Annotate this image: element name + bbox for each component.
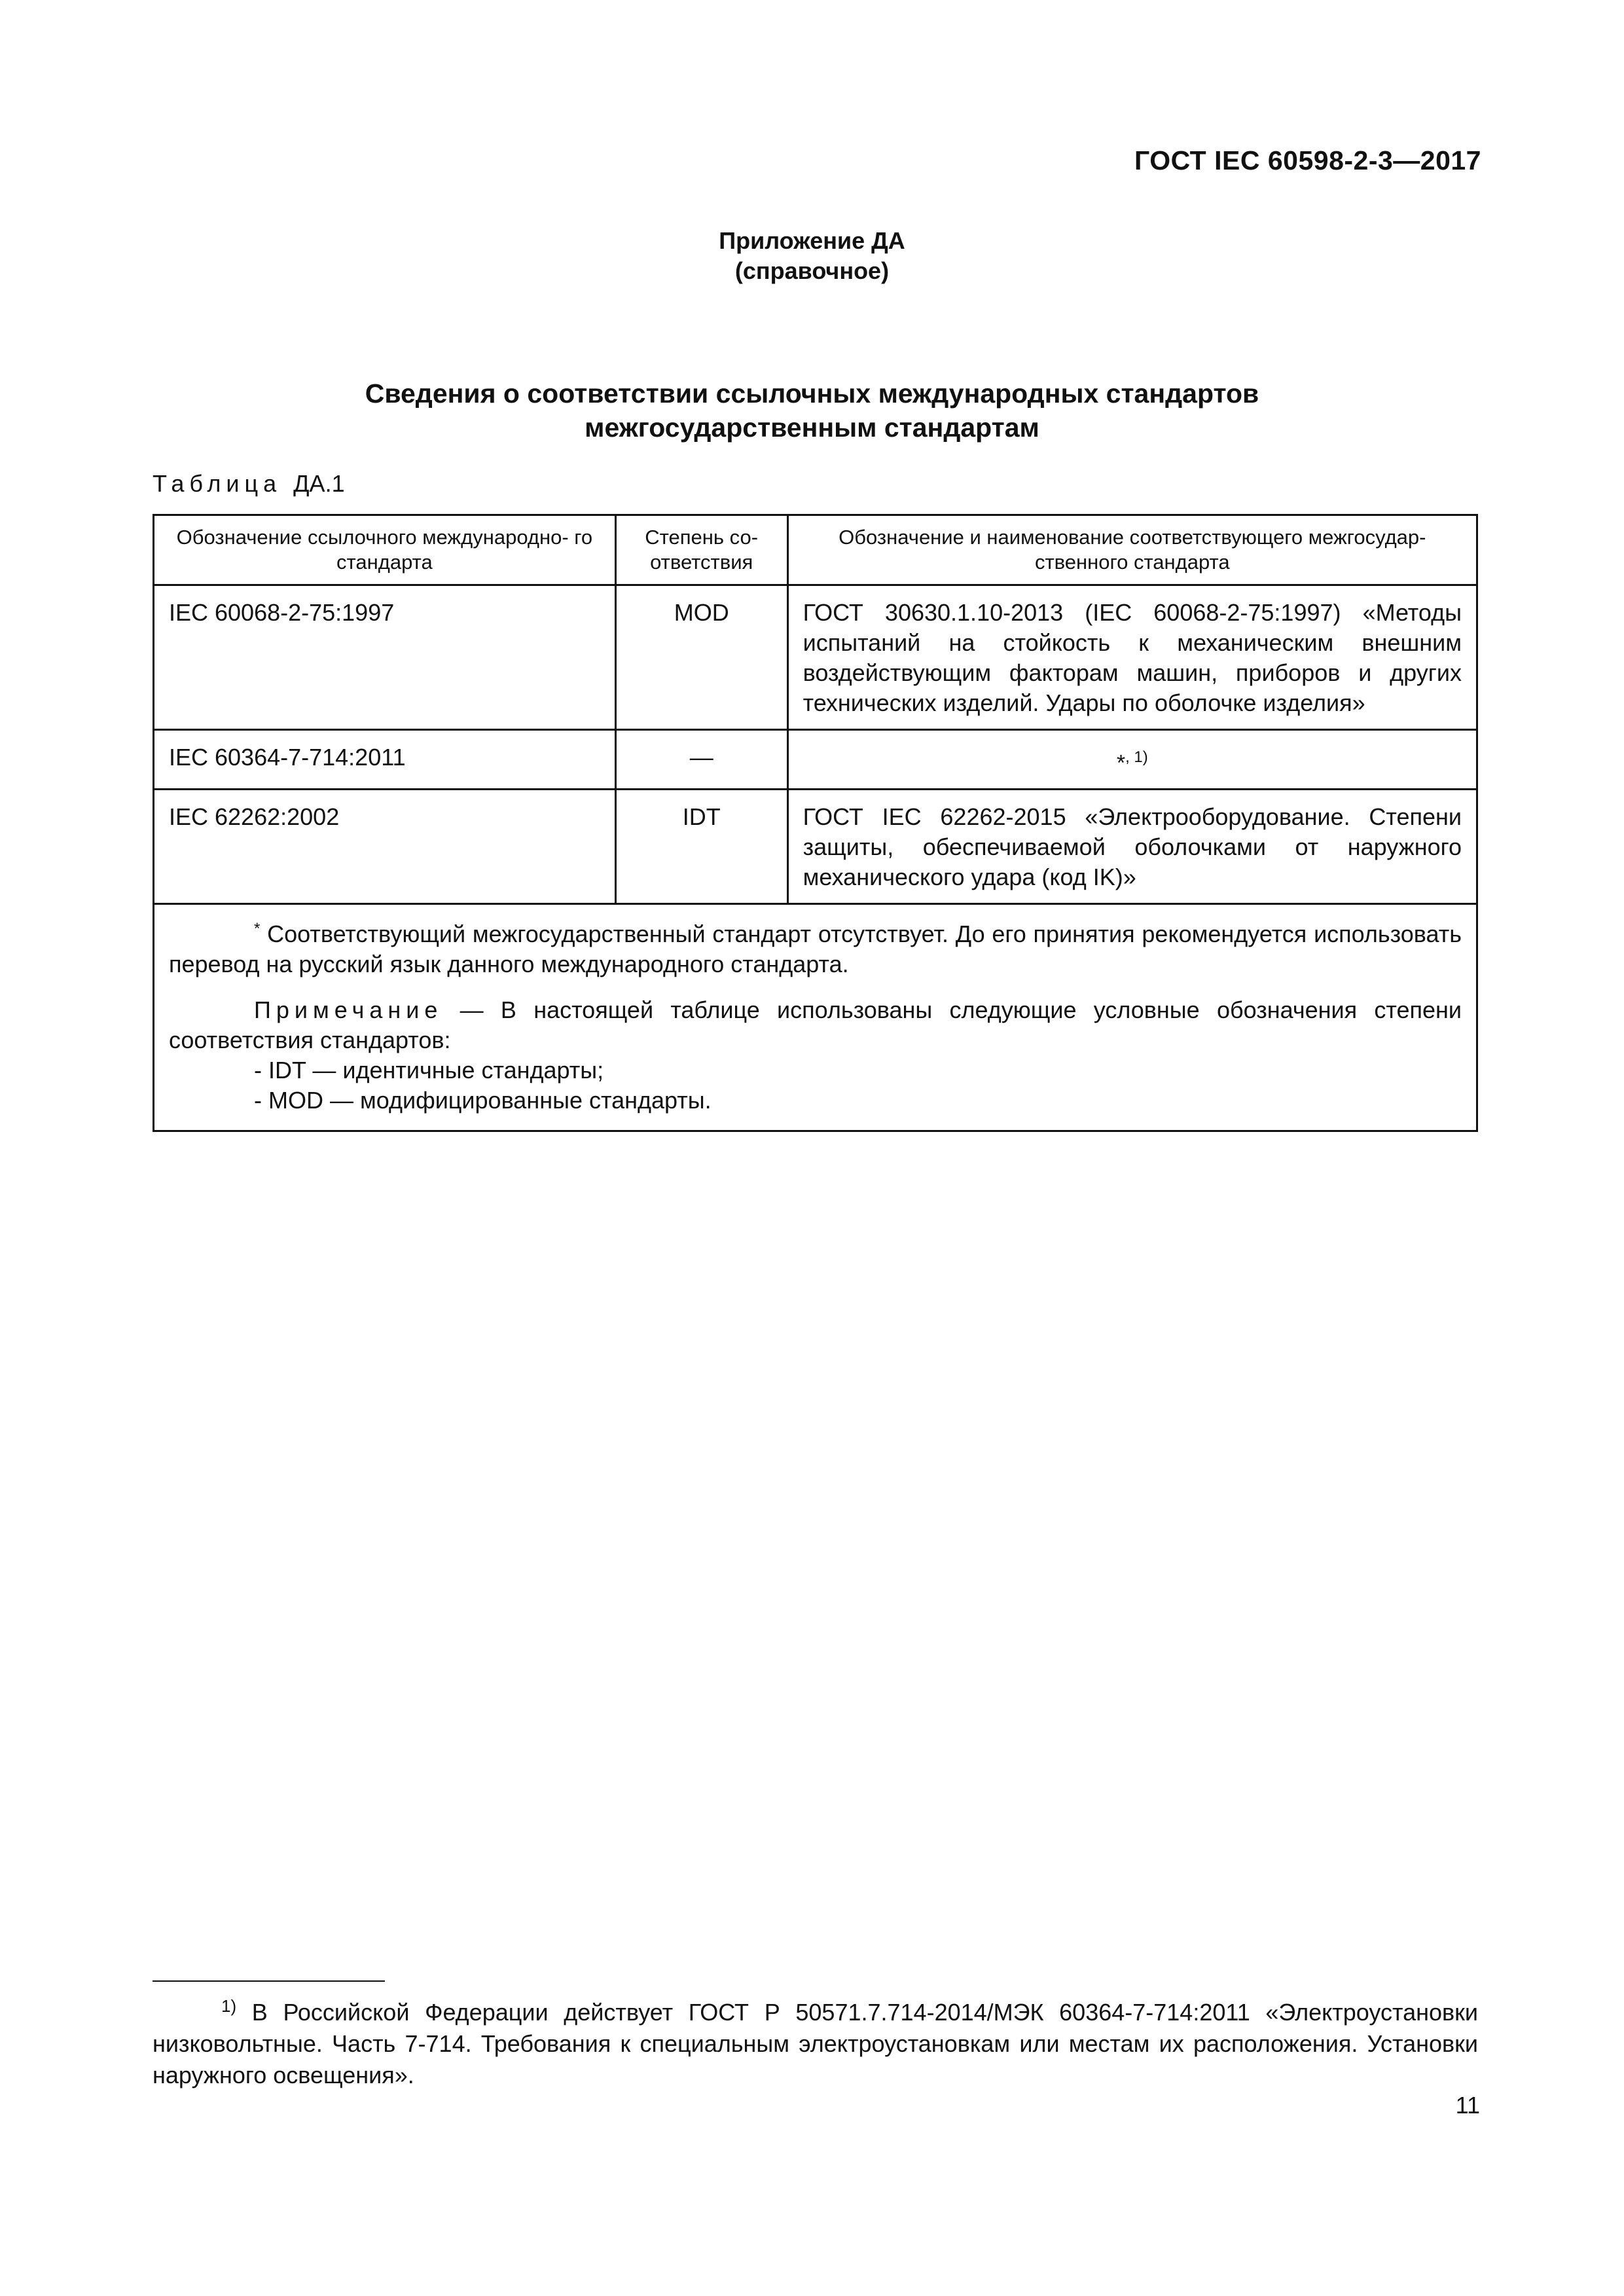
page-number: 11: [1455, 2092, 1480, 2119]
cell-intl-standard: IEC 60068-2-75:1997: [154, 585, 616, 730]
footnote-separator: [153, 1980, 385, 1982]
column-header-interstate: Обозначение и наименование соответствующего межгосудар- ственного стандарта: [787, 515, 1477, 585]
star-explanation-mark: *: [254, 920, 261, 938]
note-list-item: - MOD — модифицированные стандарты.: [254, 1087, 712, 1114]
cell-intl-standard: IEC 62262:2002: [154, 790, 616, 904]
table-caption-number: ДА.1: [293, 470, 345, 497]
correspondence-table: [153, 514, 1478, 1132]
table-notes: [154, 904, 1477, 1131]
standard-code-header: ГОСТ IEC 60598-2-3—2017: [1134, 145, 1481, 175]
note-paragraph: [169, 995, 1462, 1055]
footnote-text: В Российской Федерации действует ГОСТ Р 50571.7.714-2014/МЭК 60364-7-714:2011 «Электроустановки низковольтные. Часть 7-714. Требования к специальным электроустановкам или местам их расположения. Установки наружного освещения».: [153, 1999, 1478, 2088]
cell-interstate-standard: [787, 730, 1477, 790]
table-notes-row: [154, 904, 1477, 1131]
star-mark: *: [1116, 750, 1126, 776]
table-header-row: [154, 515, 1477, 585]
column-header-degree: Степень со- ответствия: [615, 515, 787, 585]
cell-degree: MOD: [615, 585, 787, 730]
footnote: [153, 1990, 1478, 2091]
footnote-mark: 1): [221, 1996, 237, 2016]
footnote-ref: , 1): [1125, 748, 1148, 766]
star-explanation: [169, 914, 1462, 979]
annex-kind: (справочное): [734, 257, 890, 284]
cell-degree: IDT: [615, 790, 787, 904]
table-row: [154, 790, 1477, 904]
table-row: [154, 730, 1477, 790]
note-text: — В настоящей таблице использованы следующие условные обозначения степени соответствия стандартов:: [169, 996, 1462, 1054]
star-explanation-text: Соответствующий межгосударственный стандарт отсутствует. До его принятия рекомендуется использовать перевод на русский язык данного международного стандарта.: [169, 920, 1462, 978]
note-label: Примечание: [254, 996, 443, 1024]
cell-interstate-standard: ГОСТ IEC 62262-2015 «Электрооборудование. Степени защиты, обеспечиваемой оболочками от наружного механического удара (код IK)»: [787, 790, 1477, 904]
heading-line-1: Сведения о соответствии ссылочных международных стандартов: [365, 378, 1259, 409]
cell-interstate-standard: ГОСТ 30630.1.10-2013 (IEC 60068-2-75:1997) «Методы испытаний на стойкость к механическим внешним воздействующим факторам машин, приборов и других технических изделий. Удары по оболочке изделия»: [787, 585, 1477, 730]
heading-line-2: межгосударственным стандартам: [585, 412, 1039, 443]
annex-title: Приложение ДА: [719, 227, 905, 254]
cell-degree: —: [615, 730, 787, 790]
table-caption: [153, 470, 345, 498]
note-list-item: - IDT — идентичные стандарты;: [254, 1057, 604, 1084]
table-row: [154, 585, 1477, 730]
section-heading: [0, 376, 1624, 445]
cell-intl-standard: IEC 60364-7-714:2011: [154, 730, 616, 790]
table-caption-word: Таблица: [153, 470, 282, 497]
column-header-intl: Обозначение ссылочного международно- го стандарта: [154, 515, 616, 585]
annex-block: [0, 226, 1624, 286]
